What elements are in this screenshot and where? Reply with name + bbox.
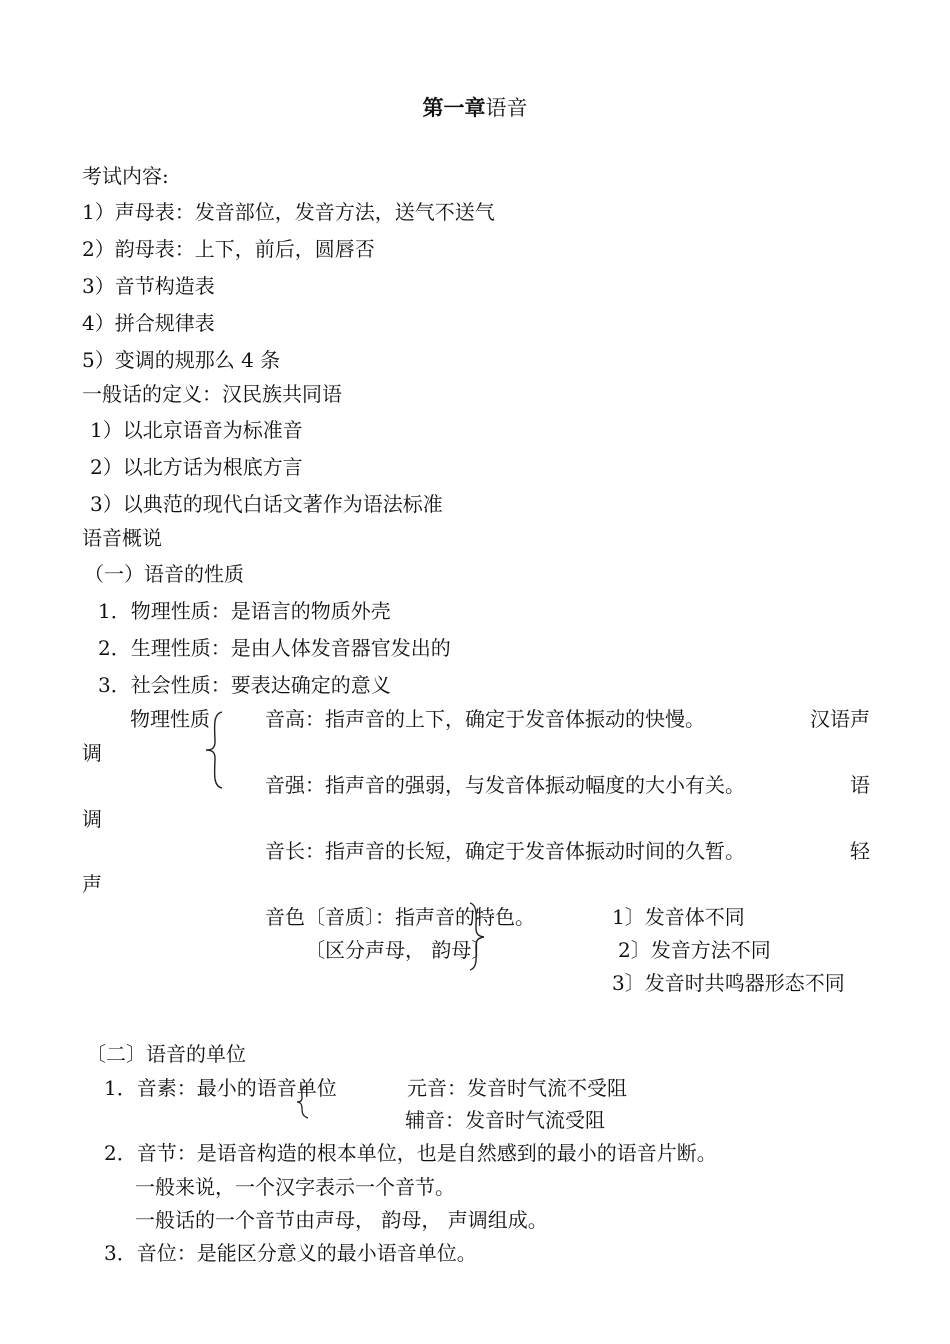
timbre-reason: 1〕发音体不同 [612, 905, 745, 929]
length-note: 轻 [850, 839, 870, 863]
exam-item: 5）变调的规那么 4 条 [82, 348, 281, 372]
consonant-definition: 辅音：发音时气流受阻 [405, 1108, 605, 1132]
pitch-note-wrap: 调 [82, 741, 102, 765]
intensity-note: 语 [850, 773, 870, 797]
timbre-definition: 音色〔音质〕：指声音的特色。 [265, 905, 535, 929]
pitch-note: 汉语声 [810, 707, 870, 731]
length-note-wrap: 声 [82, 872, 102, 896]
exam-item: 1）声母表：发音部位，发音方法，送气不送气 [82, 200, 495, 224]
phoneme-position-definition: 3．音位：是能区分意义的最小语音单位。 [104, 1241, 477, 1265]
exam-heading: 考试内容: [82, 164, 169, 188]
intensity-definition: 音强：指声音的强弱，与发音体振动幅度的大小有关。 [265, 773, 745, 797]
timbre-note: 〔区分声母， 韵母〕 [305, 938, 492, 962]
chapter-number: 第一章 [422, 95, 486, 120]
curly-brace-icon [292, 1084, 314, 1120]
putonghua-definition: 一般话的定义：汉民族共同语 [82, 382, 342, 406]
nature-item: 3．社会性质：要表达确定的意义 [98, 673, 391, 697]
intensity-note-wrap: 调 [82, 807, 102, 831]
curly-brace-icon [200, 708, 230, 792]
exam-item: 4）拼合规律表 [82, 311, 215, 335]
physical-label: 物理性质 [130, 707, 210, 731]
vowel-definition: 元音：发音时气流不受阻 [407, 1076, 627, 1100]
exam-item: 2）韵母表：上下，前后，圆唇否 [82, 237, 375, 261]
page-title [0, 92, 950, 122]
syllable-note: 一般话的一个音节由声母， 韵母， 声调组成。 [135, 1208, 548, 1232]
length-definition: 音长：指声音的长短，确定于发音体振动时间的久暂。 [265, 839, 745, 863]
timbre-reason: 3〕发音时共鸣器形态不同 [612, 971, 845, 995]
nature-item: 2．生理性质：是由人体发音器官发出的 [98, 636, 451, 660]
overview-heading: 语音概说 [82, 526, 162, 550]
curly-brace-icon [466, 900, 492, 974]
syllable-definition: 2．音节：是语音构造的根本单位，也是自然感到的最小的语音片断。 [104, 1141, 717, 1165]
nature-heading: （一）语音的性质 [84, 562, 244, 586]
phoneme-definition: 1．音素：最小的语音单位 [104, 1076, 337, 1100]
timbre-reason: 2〕发音方法不同 [618, 938, 771, 962]
putonghua-item: 2）以北方话为根底方言 [90, 455, 303, 479]
chapter-name: 语音 [485, 96, 528, 120]
exam-item: 3）音节构造表 [82, 274, 215, 298]
putonghua-item: 3）以典范的现代白话文著作为语法标准 [90, 492, 443, 516]
pitch-definition: 音高：指声音的上下，确定于发音体振动的快慢。 [265, 707, 705, 731]
putonghua-item: 1）以北京语音为标准音 [90, 418, 303, 442]
units-heading: 〔二〕语音的单位 [86, 1042, 246, 1066]
nature-item: 1．物理性质：是语言的物质外壳 [98, 599, 391, 623]
syllable-note: 一般来说，一个汉字表示一个音节。 [135, 1175, 455, 1199]
